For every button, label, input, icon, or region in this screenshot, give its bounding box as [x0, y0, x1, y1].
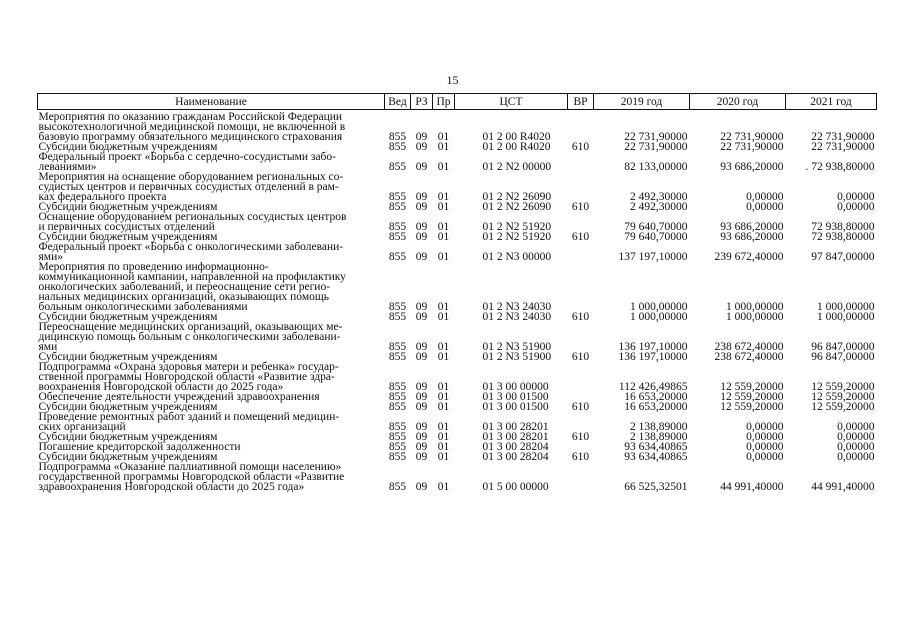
cell-name-line: ями [38, 341, 58, 353]
cell-2019: 137 197,10000 [618, 251, 688, 263]
cell-2020: 1 000,00000 [726, 311, 784, 323]
cell-cst: 01 5 00 00000 [482, 481, 549, 493]
cell-name-line: онкологических заболеваний, и переоснащение сети регио- [38, 281, 331, 293]
cell-name-line: больным онкологическими заболеваниями [38, 301, 248, 313]
col-header-vr: ВР [568, 94, 594, 110]
cell-2020: 0,00000 [746, 441, 784, 453]
cell-pr: 01 [437, 161, 450, 173]
cell-ved: 855 [388, 431, 407, 443]
cell-vr [568, 412, 594, 432]
cell-2021: 1 000,00000 [817, 301, 875, 313]
cell-vr: 610 [571, 351, 590, 363]
cell-pr: 01 [437, 451, 450, 463]
cell-vr: 610 [571, 311, 590, 323]
cell-2020: 44 991,40000 [720, 481, 784, 493]
cell-2021: 12 559,20000 [811, 401, 875, 413]
table-row [38, 462, 877, 492]
cell-name-line: леваниями» [38, 161, 97, 173]
cell-2019: 2 138,89000 [630, 421, 688, 433]
cell-rz: 09 [415, 311, 428, 323]
cell-vr [568, 362, 594, 392]
cell-2019: 2 138,89000 [630, 431, 688, 443]
cell-cst: 01 2 N2 26090 [482, 201, 552, 213]
cell-2019: 2 492,30000 [630, 191, 688, 203]
cell-name [38, 412, 385, 432]
cell-ved: 855 [388, 161, 407, 173]
col-header-ved: Вед [385, 94, 411, 110]
cell-name-line: воохранения Новгородской области до 2025 года» [38, 381, 284, 393]
cell-2019: 93 634,40865 [624, 441, 688, 453]
cell-vr [568, 112, 594, 142]
cell-cst: 01 2 N3 00000 [482, 251, 552, 263]
cell-2019: 1 000,00000 [630, 301, 688, 313]
cell-2021: 0,00000 [837, 201, 875, 213]
cell-pr: 01 [437, 231, 450, 243]
cell-name-line: Обеспечение деятельности учреждений здравоохранения [38, 391, 320, 403]
col-header-pr: Пр [433, 94, 455, 110]
cell-name-line: Субсидии бюджетным учреждениям [38, 351, 218, 363]
cell-2020: 0,00000 [746, 421, 784, 433]
cell-2019: 22 731,90000 [624, 131, 688, 143]
cell-ved: 855 [388, 231, 407, 243]
cell-rz: 09 [415, 451, 428, 463]
cell-pr: 01 [437, 391, 450, 403]
cell-2020: 22 731,90000 [720, 131, 784, 143]
cell-name-line: Субсидии бюджетным учреждениям [38, 201, 218, 213]
cell-2019: 136 197,10000 [618, 351, 688, 363]
cell-vr [568, 212, 594, 232]
cell-name-line: ских организаций [38, 421, 126, 433]
cell-name-line: коммуникационной кампании, направленной на профилактику [38, 271, 346, 283]
cell-name-line: Субсидии бюджетным учреждениям [38, 401, 218, 413]
cell-2019: 82 133,00000 [624, 161, 688, 173]
cell-name [38, 212, 385, 232]
cell-ved: 855 [388, 341, 407, 353]
cell-2020: 93 686,20000 [720, 221, 784, 233]
cell-2019: 16 653,20000 [624, 391, 688, 403]
cell-name-line: здравоохранения Новгородской области до 2025 года» [38, 481, 305, 493]
cell-2020: 0,00000 [746, 431, 784, 443]
cell-cst: 01 2 N3 51900 [482, 341, 552, 353]
cell-2021: 97 847,00000 [811, 251, 875, 263]
cell-vr [568, 152, 594, 172]
table-row [38, 172, 877, 202]
cell-2020: 12 559,20000 [720, 381, 784, 393]
cell-rz: 09 [415, 141, 428, 153]
cell-name-line: судистых центров и первичных сосудистых отделений в рам- [38, 181, 339, 193]
cell-2020: 12 559,20000 [720, 401, 784, 413]
cell-rz: 09 [415, 381, 428, 393]
table-body [38, 112, 877, 492]
cell-pr: 01 [437, 341, 450, 353]
cell-vr [568, 242, 594, 262]
table-row [38, 362, 877, 392]
table-row [38, 242, 877, 262]
cell-vr [568, 462, 594, 492]
cell-2021: 22 731,90000 [811, 131, 875, 143]
table-row [38, 322, 877, 352]
cell-rz: 09 [415, 441, 428, 453]
cell-rz: 09 [415, 191, 428, 203]
cell-name-line: Субсидии бюджетным учреждениям [38, 311, 218, 323]
cell-cst: 01 2 N2 00000 [482, 161, 552, 173]
cell-ved: 855 [388, 201, 407, 213]
cell-cst: 01 3 00 01500 [482, 391, 549, 403]
cell-2020: 239 672,40000 [714, 251, 784, 263]
table-header-row [38, 94, 877, 110]
cell-name-line: Мероприятия по проведению информационно- [38, 261, 269, 273]
cell-vr: 610 [571, 401, 590, 413]
cell-cst: 01 2 00 R4020 [482, 141, 551, 153]
cell-name-line: ственной программы Новгородской области «Развитие здра- [38, 371, 335, 383]
cell-2021: 12 559,20000 [811, 391, 875, 403]
cell-vr: 610 [571, 451, 590, 463]
col-header-2021: 2021 год [786, 94, 877, 110]
cell-name-line: Подпрограмма «Оказание паллиативной помощи населению» [38, 461, 342, 473]
cell-pr: 01 [437, 301, 450, 313]
cell-2020: 1 000,00000 [726, 301, 784, 313]
cell-2019: 79 640,70000 [624, 221, 688, 233]
cell-2019: 2 492,30000 [630, 201, 688, 213]
cell-2020: 22 731,90000 [720, 141, 784, 153]
cell-2021: 0,00000 [837, 421, 875, 433]
cell-name-line: Субсидии бюджетным учреждениям [38, 141, 218, 153]
cell-rz: 09 [415, 231, 428, 243]
cell-name-line: Субсидии бюджетным учреждениям [38, 431, 218, 443]
cell-2021: 44 991,40000 [811, 481, 875, 493]
cell-2021: 96 847,00000 [811, 351, 875, 363]
cell-2020: 0,00000 [746, 201, 784, 213]
cell-name-line: Мероприятия на оснащение оборудованием региональных со- [38, 171, 344, 183]
cell-pr: 01 [437, 441, 450, 453]
cell-2021: 96 847,00000 [811, 341, 875, 353]
cell-rz: 09 [415, 341, 428, 353]
cell-cst: 01 3 00 28204 [482, 451, 549, 463]
cell-name-line: базовую программу обязательного медицинского страхования [38, 131, 343, 143]
cell-cst: 01 3 00 28204 [482, 441, 549, 453]
cell-pr: 01 [437, 311, 450, 323]
col-header-2019: 2019 год [594, 94, 690, 110]
cell-ved: 855 [388, 301, 407, 313]
cell-pr: 01 [437, 221, 450, 233]
cell-name-line: высокотехнологичной медицинской помощи, не включенной в [38, 121, 346, 133]
cell-2021: 0,00000 [837, 431, 875, 443]
cell-2019: 66 525,32501 [624, 481, 688, 493]
cell-name-line: Субсидии бюджетным учреждениям [38, 231, 218, 243]
cell-name-line: ями» [38, 251, 63, 263]
cell-rz: 09 [415, 391, 428, 403]
cell-rz: 09 [415, 221, 428, 233]
cell-name [38, 462, 385, 492]
cell-cst: 01 3 00 01500 [482, 401, 549, 413]
budget-table [37, 93, 877, 492]
cell-vr: 610 [571, 431, 590, 443]
cell-ved: 855 [388, 401, 407, 413]
cell-name-line: Федеральный проект «Борьба с сердечно-сосудистыми забо- [38, 151, 336, 163]
cell-ved: 855 [388, 221, 407, 233]
cell-cst: 01 3 00 00000 [482, 381, 549, 393]
cell-2019: 136 197,10000 [618, 341, 688, 353]
cell-pr: 01 [437, 251, 450, 263]
table-row [38, 212, 877, 232]
cell-name [38, 322, 385, 352]
cell-ved: 855 [388, 311, 407, 323]
cell-ved: 855 [388, 191, 407, 203]
cell-cst: 01 2 N3 24030 [482, 311, 552, 323]
cell-name-line: Оснащение оборудованием региональных сосудистых центров [38, 211, 347, 223]
cell-pr: 01 [437, 431, 450, 443]
cell-2019: 16 653,20000 [624, 401, 688, 413]
cell-pr: 01 [437, 131, 450, 143]
cell-cst: 01 2 N2 51920 [482, 231, 552, 243]
cell-ved: 855 [388, 481, 407, 493]
cell-vr: 610 [571, 201, 590, 213]
cell-name [38, 362, 385, 392]
cell-vr [568, 172, 594, 202]
cell-ved: 855 [388, 251, 407, 263]
col-header-cst: ЦСТ [455, 94, 568, 110]
cell-name [38, 172, 385, 202]
cell-rz: 09 [415, 251, 428, 263]
cell-pr: 01 [437, 351, 450, 363]
cell-cst: 01 2 N3 51900 [482, 351, 552, 363]
cell-name-line: Проведение ремонтных работ зданий и помещений медицин- [38, 411, 340, 423]
cell-name-line: Переоснащение медицинских организаций, оказывающих ме- [38, 321, 343, 333]
cell-rz: 09 [415, 351, 428, 363]
cell-2020: 93 686,20000 [720, 161, 784, 173]
cell-name-line: нальных медицинских организаций, оказывающих помощь [38, 291, 329, 303]
cell-rz: 09 [415, 131, 428, 143]
cell-name-line: государственной программы Новгородской области «Развитие [38, 471, 345, 483]
cell-rz: 09 [415, 161, 428, 173]
table-row [38, 112, 877, 142]
cell-2019: 93 634,40865 [624, 451, 688, 463]
cell-pr: 01 [437, 201, 450, 213]
cell-cst: 01 2 N2 51920 [482, 221, 552, 233]
cell-2021: . 72 938,80000 [805, 161, 875, 173]
cell-rz: 09 [415, 431, 428, 443]
cell-cst: 01 2 00 R4020 [482, 131, 551, 143]
cell-2020: 0,00000 [746, 191, 784, 203]
page-number: 15 [446, 73, 459, 87]
cell-pr: 01 [437, 381, 450, 393]
cell-pr: 01 [437, 191, 450, 203]
cell-rz: 09 [415, 201, 428, 213]
table-row [38, 152, 877, 172]
cell-pr: 01 [437, 141, 450, 153]
cell-ved: 855 [388, 131, 407, 143]
cell-vr: 610 [571, 231, 590, 243]
cell-ved: 855 [388, 391, 407, 403]
cell-2021: 0,00000 [837, 191, 875, 203]
cell-ved: 855 [388, 351, 407, 363]
cell-2020: 93 686,20000 [720, 231, 784, 243]
col-header-name: Наименование [38, 94, 385, 110]
cell-cst: 01 3 00 28201 [482, 421, 549, 433]
cell-2019: 22 731,90000 [624, 141, 688, 153]
cell-pr: 01 [437, 421, 450, 433]
cell-ved: 855 [388, 451, 407, 463]
cell-2019: 79 640,70000 [624, 231, 688, 243]
cell-rz: 09 [415, 401, 428, 413]
table-row [38, 262, 877, 312]
cell-ved: 855 [388, 381, 407, 393]
cell-vr [568, 322, 594, 352]
cell-name [38, 262, 385, 312]
cell-name [38, 112, 385, 142]
cell-2021: 0,00000 [837, 451, 875, 463]
cell-2020: 238 672,40000 [714, 341, 784, 353]
cell-vr [568, 262, 594, 312]
cell-2020: 12 559,20000 [720, 391, 784, 403]
cell-2019: 112 426,49865 [618, 381, 688, 393]
cell-rz: 09 [415, 301, 428, 313]
cell-ved: 855 [388, 141, 407, 153]
cell-2021: 0,00000 [837, 441, 875, 453]
cell-2020: 238 672,40000 [714, 351, 784, 363]
cell-name [38, 152, 385, 172]
col-header-rz: РЗ [411, 94, 433, 110]
cell-pr: 01 [437, 401, 450, 413]
col-header-2020: 2020 год [690, 94, 786, 110]
cell-vr: 610 [571, 141, 590, 153]
cell-name [38, 242, 385, 262]
cell-name-line: Федеральный проект «Борьба с онкологическими заболевани- [38, 241, 344, 253]
cell-2021: 22 731,90000 [811, 141, 875, 153]
cell-2021: 72 938,80000 [811, 231, 875, 243]
cell-ved: 855 [388, 421, 407, 433]
cell-name-line: Мероприятия по оказанию гражданам Российской Федерации [38, 111, 343, 123]
cell-2021: 1 000,00000 [817, 311, 875, 323]
cell-name-line: ках федерального проекта [38, 191, 167, 203]
cell-2021: 72 938,80000 [811, 221, 875, 233]
cell-pr: 01 [437, 481, 450, 493]
cell-name-line: Подпрограмма «Охрана здоровья матери и ребенка» государ- [38, 361, 339, 373]
cell-2019: 1 000,00000 [630, 311, 688, 323]
cell-2020: 0,00000 [746, 451, 784, 463]
cell-name-line: Субсидии бюджетным учреждениям [38, 451, 218, 463]
cell-name-line: дицинскую помощь больным с онкологическими заболевани- [38, 331, 341, 343]
cell-cst: 01 2 N2 26090 [482, 191, 552, 203]
cell-name-line: и первичных сосудистых отделений [38, 221, 215, 233]
cell-rz: 09 [415, 421, 428, 433]
cell-name-line: Погашение кредиторской задолженности [38, 441, 241, 453]
cell-rz: 09 [415, 481, 428, 493]
cell-cst: 01 3 00 28201 [482, 431, 549, 443]
table-row [38, 412, 877, 432]
cell-2021: 12 559,20000 [811, 381, 875, 393]
cell-cst: 01 2 N3 24030 [482, 301, 552, 313]
cell-ved: 855 [388, 441, 407, 453]
